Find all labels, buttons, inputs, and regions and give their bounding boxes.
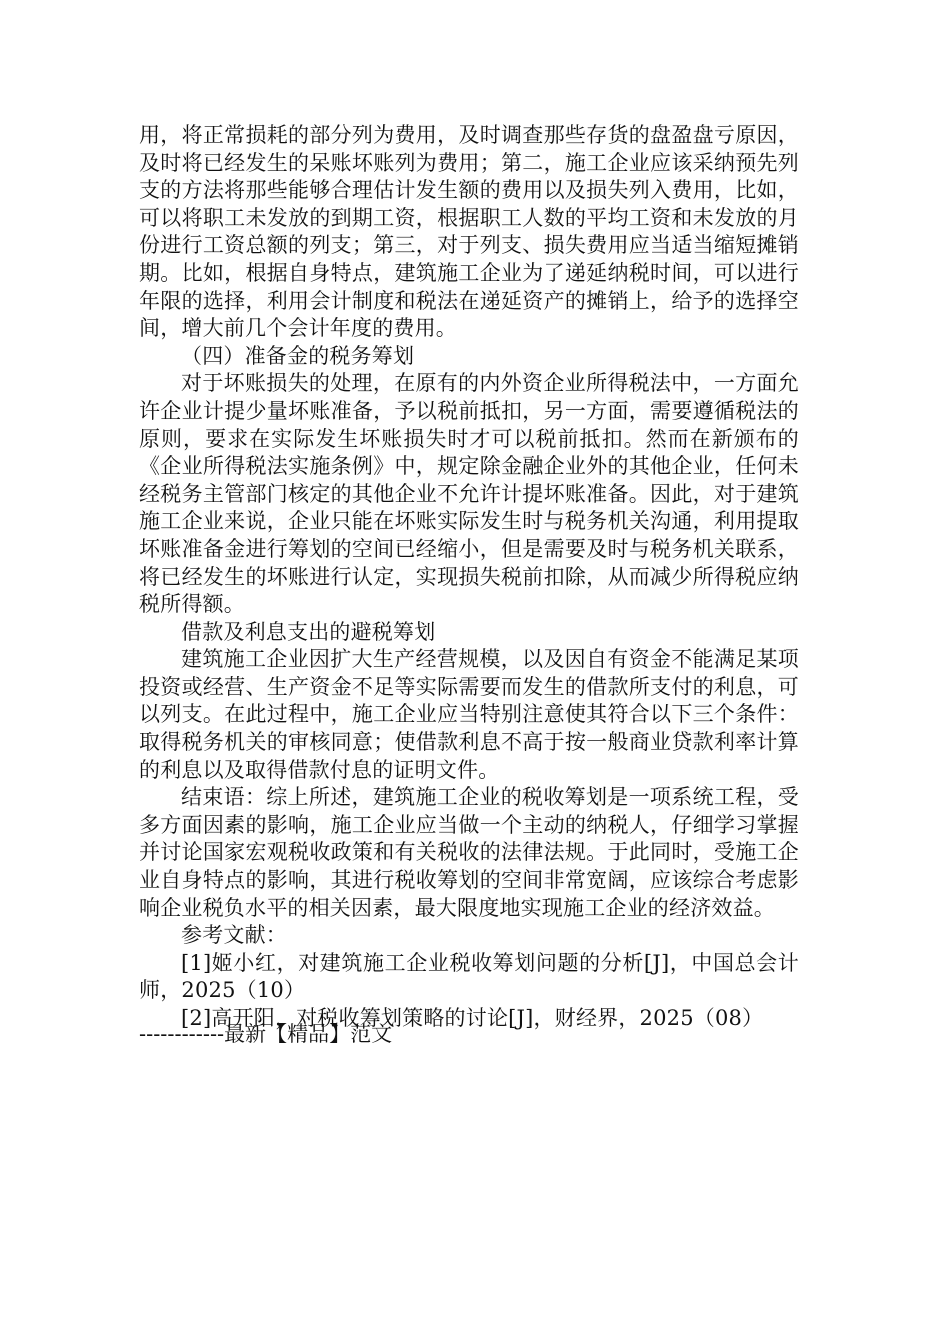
references-heading: 参考文献： [181, 923, 287, 948]
reference-item: [1]姬小红，对建筑施工企业税收筹划问题的分析[J]，中国总会计师，2025（10） [139, 950, 799, 1003]
section-heading-loans: 借款及利息支出的避税筹划 [181, 619, 436, 644]
document-body [139, 122, 799, 1033]
paragraph-bad-debt: 对于坏账损失的处理，在原有的内外资企业所得税法中，一方面允许企业计提少量坏账准备，予以税前抵扣，另一方面，需要遵循税法的原则，要求在实际发生坏账损失时才可以税前抵扣。然而在新颁布的《企业所得税法实施条例》中，规定除金融企业外的其他企业，任何未经税务主管部门核定的其他企业不允许计提坏账准备。因此，对于建筑施工企业来说，企业只能在坏账实际发生时与税务机关沟通，利用提取坏账准备金进行筹划的空间已经缩小，但是需要及时与税务机关联系，将已经发生的坏账进行认定，实现损失税前扣除，从而减少所得税应纳税所得额。 [139, 371, 799, 617]
paragraph-conclusion: 结束语：综上所述，建筑施工企业的税收筹划是一项系统工程，受多方面因素的影响，施工企业应当做一个主动的纳税人，仔细学习掌握并讨论国家宏观税收政策和有关税收的法律法规。于此同时，受施工企业自身特点的影响，其进行税收筹划的空间非常宽阔，应该综合考虑影响企业税负水平的相关因素，最大限度地实现施工企业的经济效益。 [139, 785, 799, 920]
page-footer: ------------最新【精品】范文 [139, 1022, 393, 1046]
paragraph-loan-interest: 建筑施工企业因扩大生产经营规模，以及因自有资金不能满足某项投资或经营、生产资金不足等实际需要而发生的借款所支付的利息，可以列支。在此过程中，施工企业应当特别注意使其符合以下三个条件：取得税务机关的审核同意；使借款利息不高于按一般商业贷款利率计算的利息以及取得借款付息的证明文件。 [139, 647, 799, 782]
reference-item: [2]高开阳，对税收筹划策略的讨论[J]，财经界，2025（08） [181, 1006, 764, 1030]
paragraph-continuation: 用，将正常损耗的部分列为费用，及时调查那些存货的盘盈盘亏原因，及时将已经发生的呆账坏账列为费用；第二，施工企业应该采纳预先列支的方法将那些能够合理估计发生额的费用以及损失列入费用，比如，可以将职工未发放的到期工资，根据职工人数的平均工资和未发放的月份进行工资总额的列支；第三，对于列支、损失费用应当适当缩短摊销期。比如，根据自身特点，建筑施工企业为了递延纳税时间，可以进行年限的选择，利用会计制度和税法在递延资产的摊销上，给予的选择空间，增大前几个会计年度的费用。 [139, 123, 799, 341]
section-heading-reserves: （四）准备金的税务筹划 [181, 343, 415, 368]
